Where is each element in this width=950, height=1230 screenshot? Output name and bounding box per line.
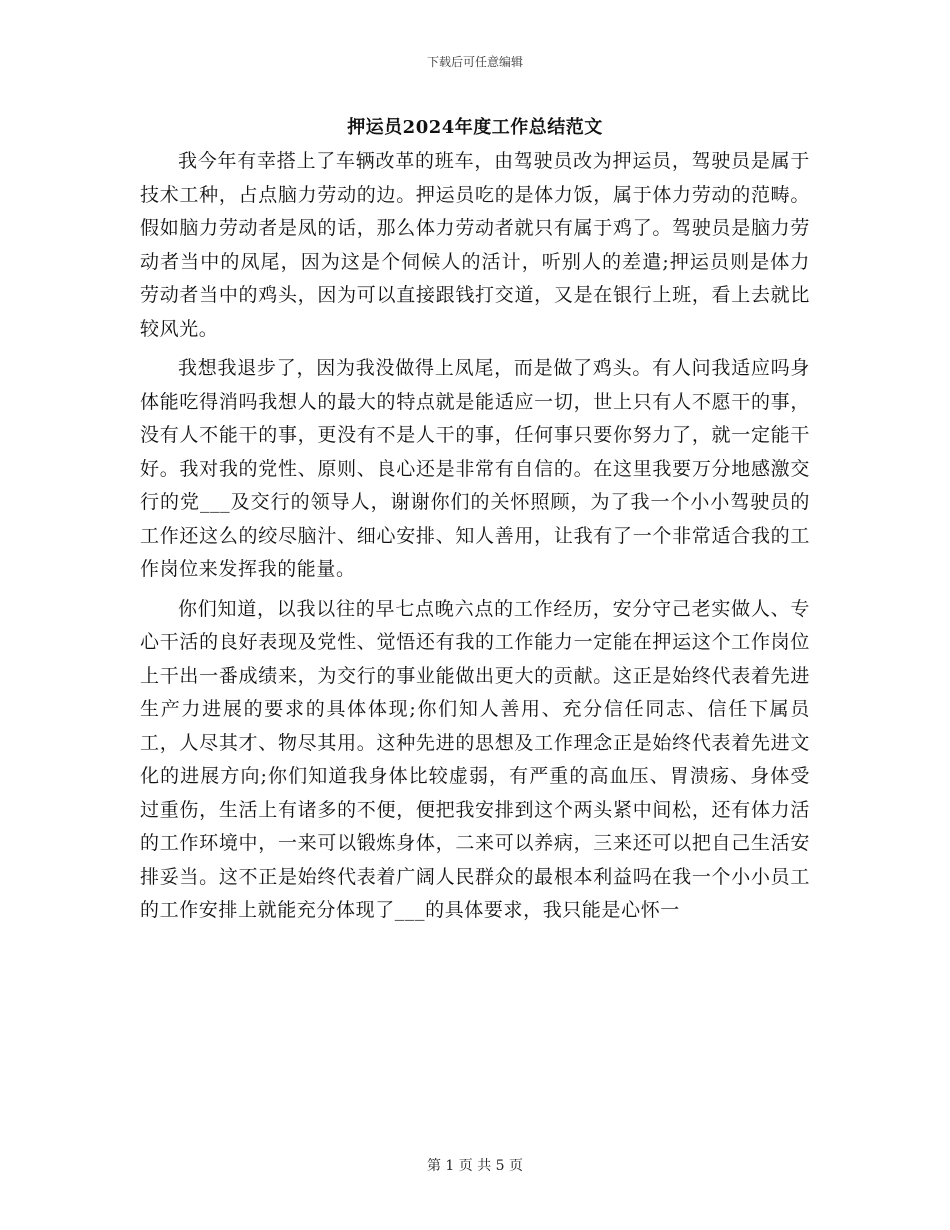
page-header-note: 下载后可任意编辑 (426, 55, 523, 69)
paragraph-3: 你们知道，以我以往的早七点晚六点的工作经历，安分守己老实做人、专心干活的良好表现及党性、觉悟还有我的工作能力一定能在押运这个工作岗位上干出一番成绩来，为交行的事业能做出更大的贡献。这正是始终代表着先进生产力进展的要求的具体体现;你们知人善用、充分信任同志、信任下属员工，人尽其才、物尽其用。这种先进的思想及工作理念正是始终代表着先进文化的进展方向;你们知道我身体比较虚弱，有严重的高血压、胃溃疡、身体受过重伤，生活上有诸多的不便，便把我安排到这个两头紧中间松，还有体力活的工作环境中，一来可以锻炼身体，二来可以养病，三来还可以把自己生活安排妥当。这不正是始终代表着广阔人民群众的最根本利益吗在我一个小小员工的工作安排上就能充分体现了___的具体要求，我只能是心怀一 (140, 597, 810, 921)
document-body (140, 145, 810, 934)
page-number-footer: 第 1 页 共 5 页 (426, 1158, 524, 1174)
document-title: 押运员2024年度工作总结范文 (347, 117, 603, 138)
paragraph-2: 我想我退步了，因为我没做得上凤尾，而是做了鸡头。有人问我适应吗身体能吃得消吗我想人的最大的特点就是能适应一切，世上只有人不愿干的事，没有人不能干的事，更没有不是人干的事，任何事只要你努力了，就一定能干好。我对我的党性、原则、良心还是非常有自信的。在这里我要万分地感激交行的党___及交行的领导人，谢谢你们的关怀照顾，为了我一个小小驾驶员的工作还这么的绞尽脑汁、细心安排、知人善用，让我有了一个非常适合我的工作岗位来发挥我的能量。 (140, 357, 810, 580)
paragraph-1: 我今年有幸搭上了车辆改革的班车，由驾驶员改为押运员，驾驶员是属于技术工种，占点脑力劳动的边。押运员吃的是体力饭，属于体力劳动的范畴。假如脑力劳动者是凤的话，那么体力劳动者就只有属于鸡了。驾驶员是脑力劳动者当中的凤尾，因为这是个伺候人的活计，听别人的差遣;押运员则是体力劳动者当中的鸡头，因为可以直接跟钱打交道，又是在银行上班，看上去就比较风光。 (140, 150, 810, 340)
